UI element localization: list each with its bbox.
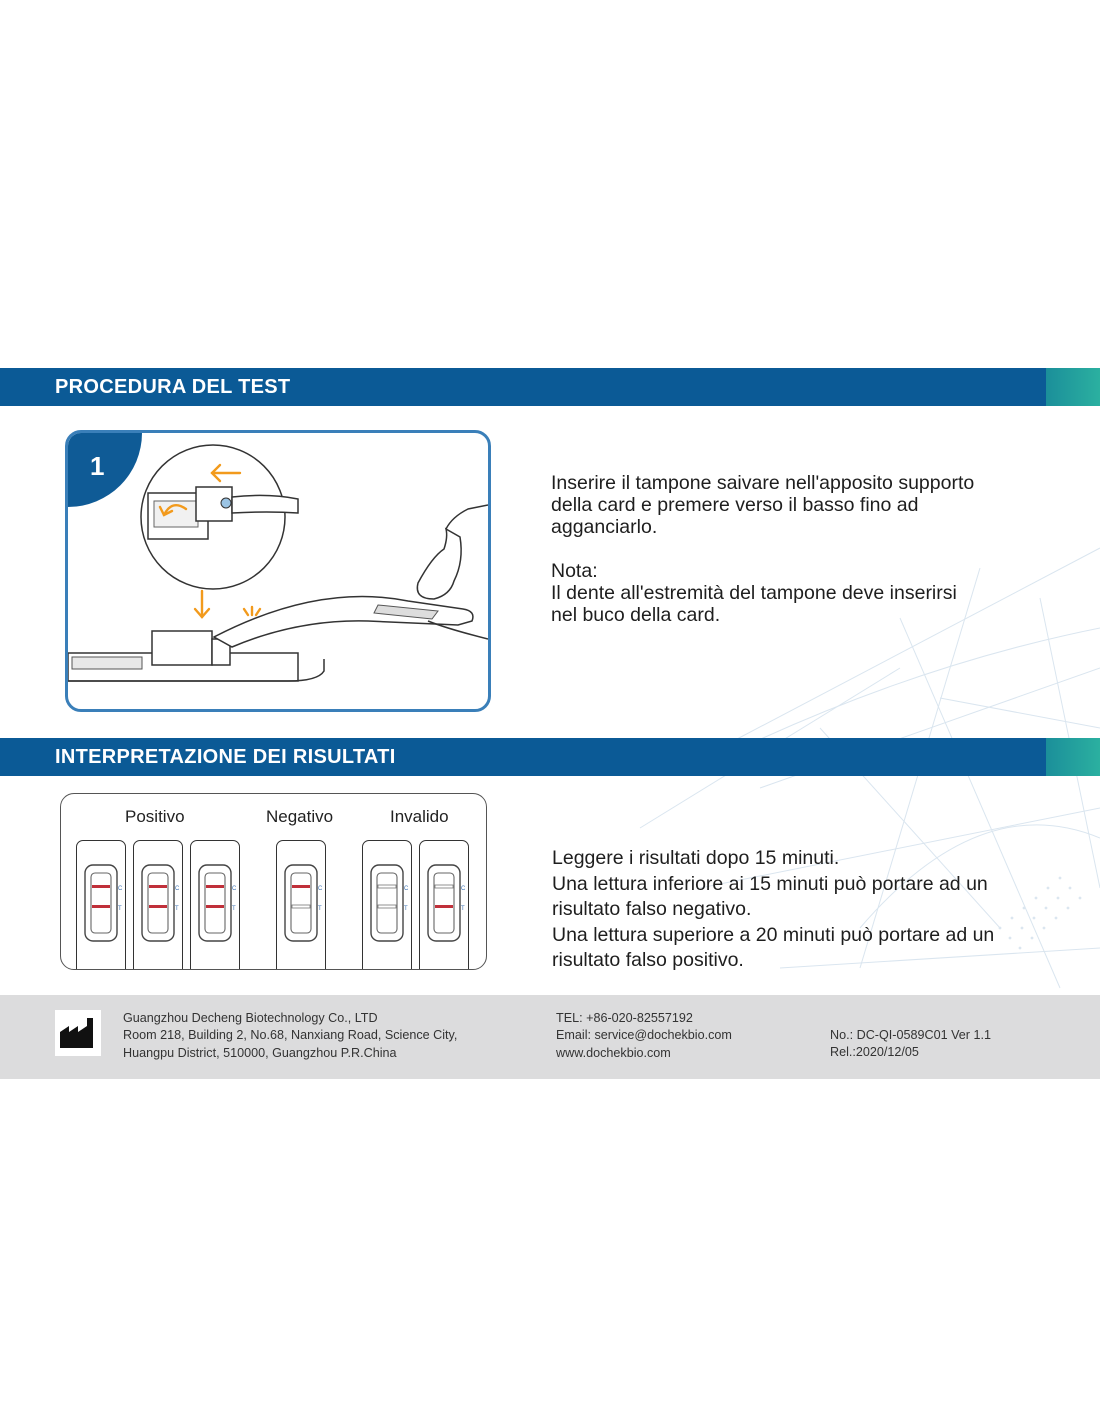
control-mark: C bbox=[232, 886, 237, 892]
swab-insertion-illustration bbox=[68, 433, 488, 709]
test-mark: T bbox=[175, 906, 179, 912]
label-negative: Negativo bbox=[266, 807, 334, 826]
company-line: Huangpu District, 510000, Guangzhou P.R.China bbox=[123, 1045, 397, 1060]
manufacturer-symbol bbox=[55, 1010, 101, 1056]
instruction-sheet bbox=[0, 368, 1100, 1080]
test-mark: T bbox=[118, 906, 122, 912]
company-info bbox=[123, 1010, 457, 1062]
interpretation-title: INTERPRETAZIONE DEI RISULTATI bbox=[55, 746, 396, 768]
factory-icon bbox=[55, 1010, 101, 1056]
result-line: Una lettura inferiore ai 15 minuti può portare ad un bbox=[552, 872, 988, 895]
control-line-visible bbox=[92, 885, 110, 888]
control-mark: C bbox=[175, 886, 180, 892]
test-mark: T bbox=[318, 906, 322, 912]
test-line-absent bbox=[378, 905, 396, 908]
control-mark: C bbox=[461, 886, 466, 892]
instruction-line: agganciarlo. bbox=[551, 516, 658, 538]
interpretation-header-band bbox=[0, 738, 1100, 776]
test-cassette-invalid bbox=[362, 840, 412, 970]
result-line: Una lettura superiore a 20 minuti può portare ad un bbox=[552, 923, 995, 946]
control-line-absent bbox=[378, 885, 396, 888]
document-info bbox=[830, 1027, 991, 1062]
header-accent bbox=[1046, 368, 1100, 406]
results-diagram bbox=[60, 793, 487, 970]
label-positive: Positivo bbox=[125, 807, 185, 826]
note-line: Il dente all'estremità del tampone deve inserirsi bbox=[551, 582, 957, 604]
document-number: No.: DC-QI-0589C01 Ver 1.1 bbox=[830, 1028, 991, 1042]
control-line-visible bbox=[149, 885, 167, 888]
procedure-header-band bbox=[0, 368, 1100, 406]
test-line-visible bbox=[92, 905, 110, 908]
footer bbox=[0, 995, 1100, 1079]
control-line-absent bbox=[435, 885, 453, 888]
control-mark: C bbox=[118, 886, 123, 892]
note-line: nel buco della card. bbox=[551, 604, 721, 626]
contact-email[interactable]: Email: service@dochekbio.com bbox=[556, 1028, 732, 1043]
contact-info bbox=[556, 1010, 732, 1062]
release-date: Rel.:2020/12/05 bbox=[830, 1045, 919, 1060]
result-line: risultato falso negativo. bbox=[552, 898, 752, 920]
instruction-line: Inserire il tampone saivare nell'apposito supporto bbox=[551, 472, 975, 494]
cassette-window bbox=[134, 841, 182, 970]
result-line: risultato falso positivo. bbox=[552, 949, 744, 971]
instruction-line: della card e premere verso il basso fino ad bbox=[551, 494, 919, 516]
procedure-title: PROCEDURA DEL TEST bbox=[55, 376, 291, 398]
control-line-visible bbox=[292, 885, 310, 888]
test-mark: T bbox=[404, 906, 408, 912]
results-instructions bbox=[552, 846, 1032, 974]
control-mark: C bbox=[404, 886, 409, 892]
test-line-visible bbox=[149, 905, 167, 908]
contact-phone: TEL: +86-020-82557192 bbox=[556, 1011, 693, 1025]
test-cassette-positive bbox=[133, 840, 183, 970]
note-label: Nota: bbox=[551, 560, 598, 582]
test-cassette-positive bbox=[190, 840, 240, 970]
test-line-visible bbox=[206, 905, 224, 908]
test-cassette-positive bbox=[76, 840, 126, 970]
step-number: 1 bbox=[90, 451, 105, 481]
company-line: Room 218, Building 2, No.68, Nanxiang Road, Science City, bbox=[123, 1028, 458, 1043]
procedure-instructions bbox=[551, 472, 1021, 626]
control-line-visible bbox=[206, 885, 224, 888]
company-line: Guangzhou Decheng Biotechnology Co., LTD bbox=[123, 1011, 378, 1025]
test-line-absent bbox=[292, 905, 310, 908]
test-cassette-negative bbox=[276, 840, 326, 970]
label-invalid: Invalido bbox=[390, 807, 449, 826]
test-line-visible bbox=[435, 905, 453, 908]
contact-website[interactable]: www.dochekbio.com bbox=[556, 1045, 671, 1060]
control-mark: C bbox=[318, 886, 323, 892]
result-line: Leggere i risultati dopo 15 minuti. bbox=[552, 847, 840, 869]
header-accent bbox=[1046, 738, 1100, 776]
cassette-window bbox=[191, 841, 239, 970]
cassette-window bbox=[420, 841, 468, 970]
cassette-window bbox=[363, 841, 411, 970]
test-mark: T bbox=[461, 906, 465, 912]
cassette-window bbox=[77, 841, 125, 970]
test-cassette-invalid bbox=[419, 840, 469, 970]
cassette-window bbox=[277, 841, 325, 970]
procedure-illustration bbox=[65, 430, 491, 712]
test-mark: T bbox=[232, 906, 236, 912]
